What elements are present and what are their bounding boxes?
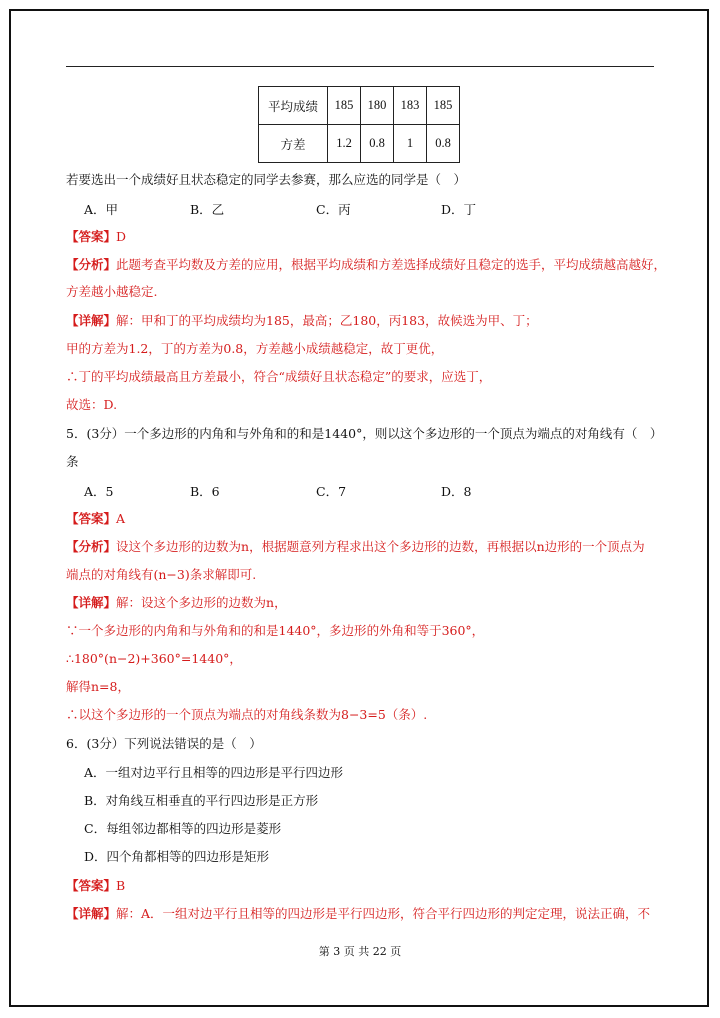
analysis-text: 设这个多边形的边数为n，根据题意列方程求出这个多边形的边数，再根据以n边形的一个顶点为 bbox=[116, 539, 645, 554]
q5-detail-line-3: ∴180°(n−2)+360°=1440°， bbox=[66, 651, 242, 666]
detail-text: 解：设这个多边形的边数为n， bbox=[116, 595, 287, 610]
q6-option-a: A．一组对边平行且相等的四边形是平行四边形 bbox=[84, 765, 344, 780]
score-table bbox=[258, 86, 460, 163]
answer-value: A bbox=[116, 511, 126, 526]
q4-stem: 若要选出一个成绩好且状态稳定的同学去参赛，那么应选的同学是（ ） bbox=[66, 172, 467, 187]
table-cell: 180 bbox=[361, 87, 394, 125]
q6-option-c: C．每组邻边都相等的四边形是菱形 bbox=[84, 821, 282, 836]
q4-option-a: A．甲 bbox=[84, 202, 119, 217]
q5-answer bbox=[66, 511, 125, 527]
q5-option-c: C．7 bbox=[316, 484, 347, 499]
table-cell-label: 平均成绩 bbox=[259, 87, 328, 125]
table-cell: 185 bbox=[427, 87, 460, 125]
detail-tag: 【详解】 bbox=[66, 595, 117, 610]
q6-answer bbox=[66, 878, 125, 894]
detail-tag: 【详解】 bbox=[66, 906, 117, 921]
q4-analysis-cont: 方差越小越稳定. bbox=[66, 284, 158, 299]
detail-text: 解：A．一组对边平行且相等的四边形是平行四边形，符合平行四边形的判定定理，说法正确，不 bbox=[116, 906, 651, 921]
table-row bbox=[259, 125, 460, 163]
q5-detail-line-2: ∵一个多边形的内角和与外角和的和是1440°，多边形的外角和等于360°， bbox=[66, 623, 485, 638]
q5-detail-line-5: ∴以这个多边形的一个顶点为端点的对角线条数为8−3=5（条）. bbox=[66, 707, 428, 722]
q4-detail-line-3: ∴丁的平均成绩最高且方差最小，符合“成绩好且状态稳定”的要求，应选丁， bbox=[66, 369, 492, 384]
analysis-tag: 【分析】 bbox=[66, 539, 117, 554]
page-footer: 第 3 页 共 22 页 bbox=[318, 945, 402, 958]
q5-option-d: D．8 bbox=[441, 484, 472, 499]
detail-text: 解：甲和丁的平均成绩均为185，最高；乙180，丙183，故候选为甲、丁； bbox=[116, 313, 538, 328]
table-cell: 0.8 bbox=[427, 125, 460, 163]
answer-value: D bbox=[116, 229, 127, 244]
q5-analysis bbox=[66, 539, 645, 555]
q5-option-b: B．6 bbox=[190, 484, 220, 499]
analysis-text: 此题考查平均数及方差的应用，根据平均成绩和方差选择成绩好且稳定的选手，平均成绩越高越好， bbox=[116, 257, 667, 272]
q6-option-d: D．四个角都相等的四边形是矩形 bbox=[84, 849, 270, 864]
table-row bbox=[259, 87, 460, 125]
table-cell: 1.2 bbox=[328, 125, 361, 163]
q4-option-c: C．丙 bbox=[316, 202, 351, 217]
q4-detail bbox=[66, 313, 538, 329]
q5-detail-line-4: 解得n=8， bbox=[66, 679, 130, 694]
table-cell: 1 bbox=[394, 125, 427, 163]
detail-tag: 【详解】 bbox=[66, 313, 117, 328]
header-rule bbox=[66, 66, 654, 67]
q4-answer bbox=[66, 229, 126, 245]
q5-detail bbox=[66, 595, 287, 611]
q5-stem-cont: 条 bbox=[66, 454, 79, 469]
q4-analysis bbox=[66, 257, 666, 273]
q5-stem: 5．(3分）一个多边形的内角和与外角和的和是1440°，则以这个多边形的一个顶点为端点的对角线有（ ） bbox=[66, 426, 663, 441]
table-cell: 0.8 bbox=[361, 125, 394, 163]
table-cell-label: 方差 bbox=[259, 125, 328, 163]
q6-stem: 6．(3分）下列说法错误的是（ ） bbox=[66, 736, 262, 751]
q4-detail-line-4: 故选：D. bbox=[66, 397, 118, 412]
q5-analysis-cont: 端点的对角线有(n−3)条求解即可. bbox=[66, 567, 257, 582]
q4-detail-line-2: 甲的方差为1.2，丁的方差为0.8，方差越小成绩越稳定，故丁更优， bbox=[66, 341, 444, 356]
table-cell: 185 bbox=[328, 87, 361, 125]
answer-value: B bbox=[116, 878, 126, 893]
q4-option-d: D．丁 bbox=[441, 202, 477, 217]
q5-option-a: A．5 bbox=[84, 484, 114, 499]
q4-option-b: B．乙 bbox=[190, 202, 225, 217]
analysis-tag: 【分析】 bbox=[66, 257, 117, 272]
q6-option-b: B．对角线互相垂直的平行四边形是正方形 bbox=[84, 793, 319, 808]
answer-tag: 【答案】 bbox=[66, 229, 117, 244]
answer-tag: 【答案】 bbox=[66, 511, 117, 526]
answer-tag: 【答案】 bbox=[66, 878, 117, 893]
table-cell: 183 bbox=[394, 87, 427, 125]
q6-detail bbox=[66, 906, 650, 922]
